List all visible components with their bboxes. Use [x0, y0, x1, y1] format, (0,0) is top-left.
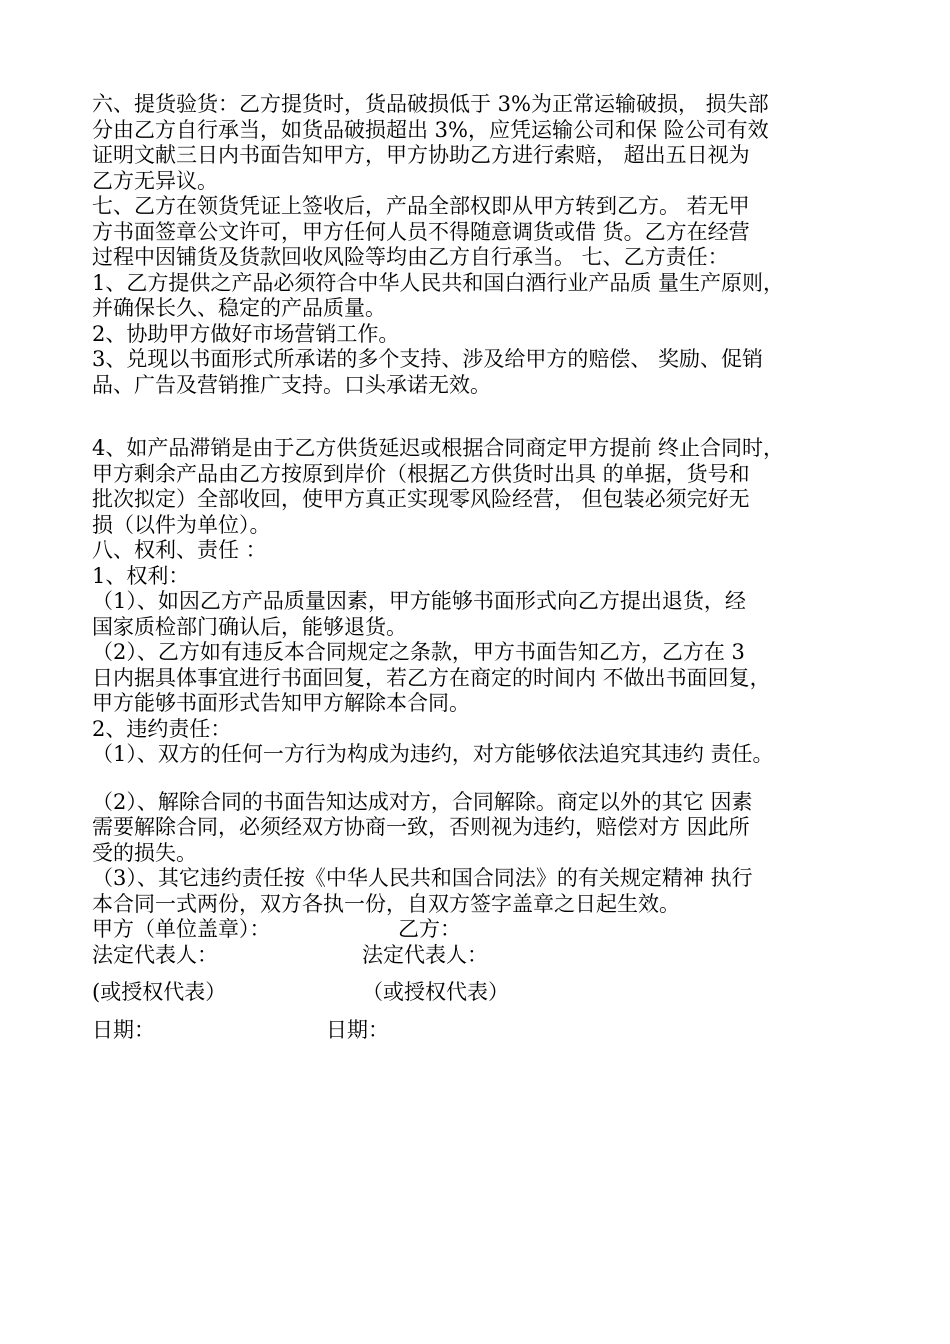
- text-line: 损（以件为单位）。: [92, 512, 271, 537]
- text-line: （1）、双方的任何一方行为构成为违约，对方能够依法追究其违约 责任。: [92, 742, 774, 766]
- section-seven: [92, 194, 892, 398]
- rep-b-label: 法定代表人：: [362, 942, 488, 967]
- text-line: （3）、其它违约责任按《中华人民共和国合同法》的有关规定精神 执行: [92, 866, 753, 890]
- text-line: 本合同一式两份，双方各执一份，自双方签字盖章之日起生效。: [92, 891, 680, 916]
- rep-a-label: 法定代表人：: [92, 942, 218, 967]
- spacer: [92, 968, 892, 980]
- text-line: 证明文献三日内书面告知甲方，甲方协助乙方进行索赔， 超出五日视为: [92, 143, 750, 167]
- spacer: [92, 1006, 892, 1018]
- text-line: 4、如产品滞销是由于乙方供货延迟或根据合同商定甲方提前 终止合同时，: [92, 436, 785, 460]
- text-line: 方书面签章公文许可，甲方任何人员不得随意调货或借 货。乙方在经营: [92, 219, 750, 244]
- signature-block: [92, 917, 892, 1043]
- text-line: 3、兑现以书面形式所承诺的多个支持、涉及给甲方的赔偿、 奖励、促销: [92, 347, 764, 371]
- party-b-label: 乙方：: [398, 917, 461, 941]
- text-line: 乙方无异议。: [92, 168, 218, 193]
- text-line: 批次拟定）全部收回，使甲方真正实现零风险经营， 但包装必须完好无: [92, 487, 750, 511]
- contract-page: [92, 92, 892, 1043]
- text-line: 日内据具体事宜进行书面回复，若乙方在商定的时间内 不做出书面回复，: [92, 665, 771, 690]
- text-line: 过程中因铺货及货款回收风险等均由乙方自行承当。 七、乙方责任：: [92, 245, 729, 269]
- signature-party-row: [92, 917, 892, 943]
- signature-rep-row: [92, 943, 892, 969]
- text-line: 六、提货验货：乙方提货时，货品破损低于 3%为正常运输破损， 损失部: [92, 92, 769, 116]
- date-b-label: 日期：: [326, 1017, 389, 1042]
- text-line: 2、协助甲方做好市场营销工作。: [92, 321, 400, 346]
- signature-auth-row: [92, 980, 892, 1006]
- text-line: 甲方能够书面形式告知甲方解除本合同。: [92, 691, 470, 715]
- auth-a-label: (或授权代表）: [92, 980, 227, 1004]
- text-line: 2、违约责任：: [92, 716, 232, 741]
- text-line: （2）、乙方如有违反本合同规定之条款，甲方书面告知乙方，乙方在 3: [92, 640, 745, 664]
- text-line: 1、乙方提供之产品必须符合中华人民共和国白酒行业产品质 量生产原则，: [92, 270, 785, 295]
- text-line: 品、广告及营销推广支持。口头承诺无效。: [92, 372, 491, 397]
- date-a-label: 日期：: [92, 1017, 155, 1042]
- signature-date-row: [92, 1018, 892, 1044]
- text-line: 七、乙方在领货凭证上签收后，产品全部权即从甲方转到乙方。 若无甲: [92, 194, 750, 218]
- text-line: 受的损失。: [92, 840, 197, 865]
- text-line: 国家质检部门确认后，能够退货。: [92, 614, 407, 639]
- text-line: 分由乙方自行承当，如货品破损超出 3%，应凭运输公司和保 险公司有效: [92, 117, 769, 142]
- text-line: 八、权利、责任 ：: [92, 538, 267, 562]
- text-line: 并确保长久、稳定的产品质量。: [92, 296, 386, 320]
- text-line: 需要解除合同，必须经双方协商一致，否则视为违约，赔偿对方 因此所: [92, 815, 750, 839]
- text-line: （1）、如因乙方产品质量因素，甲方能够书面形式向乙方提出退货，经: [92, 589, 746, 613]
- section-eight: [92, 538, 892, 768]
- spacer: [92, 398, 892, 436]
- text-line: 1、权利：: [92, 563, 190, 588]
- section-eight-continued: [92, 790, 892, 918]
- text-line: 甲方剩余产品由乙方按原到岸价（根据乙方供货时出具 的单据，货号和: [92, 461, 750, 486]
- party-a-label: 甲方（单位盖章）：: [92, 917, 271, 941]
- text-line: （2）、解除合同的书面告知达成对方，合同解除。商定以外的其它 因素: [92, 789, 753, 814]
- auth-b-label: （或授权代表）: [362, 980, 509, 1004]
- item-four: [92, 436, 892, 538]
- spacer: [92, 768, 892, 790]
- section-six: [92, 92, 892, 194]
